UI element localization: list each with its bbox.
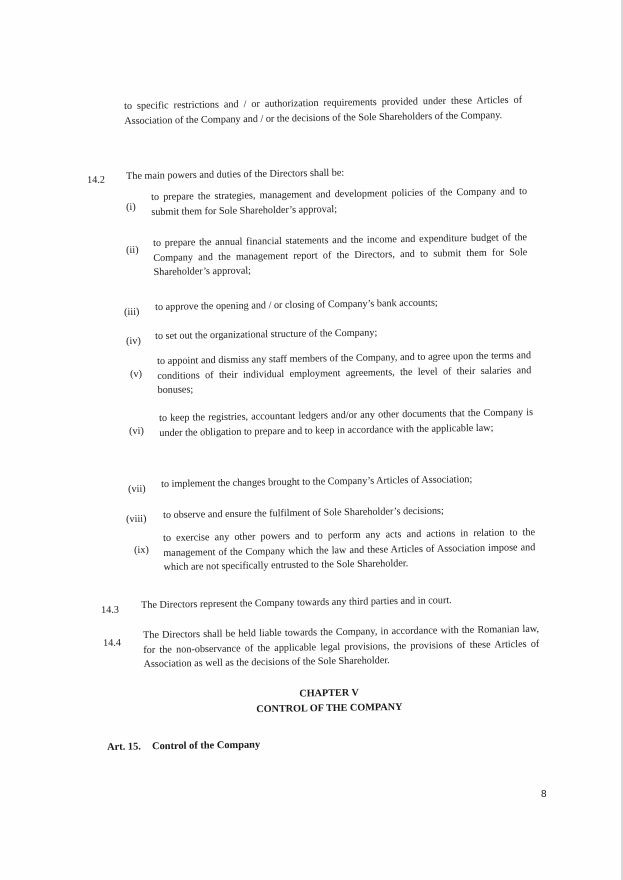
list-item-text: to observe and ensure the fulfilment of Sole Shareholder’s decisions;	[163, 505, 444, 521]
list-item-label: (i)	[126, 201, 136, 213]
page-number: 8	[541, 789, 547, 800]
article-label: Art. 15.	[107, 741, 141, 753]
list-item-label: (iii)	[124, 306, 140, 318]
section-14-3-text: The Directors represent the Company towards any third parties and in court.	[141, 595, 452, 611]
section-number-14-3: 14.3	[101, 604, 120, 616]
section-number-14-2: 14.2	[87, 174, 106, 186]
list-item-text: to keep the registries, accountant ledgers and/or any other documents that the Company is under the obligation to prepare and to keep in accordance with the applicable law;	[159, 407, 534, 439]
section-14-4-text: The Directors shall be held liable towards the Company, in accordance with the Romanian law, for the non-observance of the applicable legal provisions, the provisions of these Articles of Association as well as the decisions of the Sole Shareholder.	[143, 623, 540, 670]
list-item-text: to implement the changes brought to the Company’s Articles of Association;	[161, 474, 473, 490]
chapter-heading	[234, 685, 424, 718]
list-item-text: to appoint and dismiss any staff members of the Company, and to agree upon the terms and conditions of their individual employment agreements, the level of their salaries and bonuses;	[157, 350, 532, 396]
list-item-label: (ix)	[134, 544, 149, 556]
chapter-title: CONTROL OF THE COMPANY	[256, 701, 403, 716]
list-item-label: (viii)	[126, 513, 147, 525]
section-14-2-text: The main powers and duties of the Directors shall be:	[126, 167, 345, 182]
section-number-14-4: 14.4	[103, 637, 122, 649]
list-item-text: to prepare the strategies, management and development policies of the Company and to submit them for Sole Shareholder’s approval;	[151, 186, 528, 218]
list-item-label: (ii)	[126, 244, 139, 256]
list-item-label: (iv)	[126, 335, 141, 347]
list-item-text: to approve the opening and / or closing of Company’s bank accounts;	[155, 297, 438, 313]
article-heading	[107, 740, 260, 753]
list-item-text: to set out the organizational structure of the Company;	[155, 327, 378, 342]
chapter-number: CHAPTER V	[299, 687, 359, 700]
list-item-label: (vi)	[129, 425, 144, 437]
intro-paragraph: to specific restrictions and / or authorization requirements provided under these Articles of Association of the Company and / or the decisions of the Sole Shareholders of the Company.	[124, 94, 523, 127]
list-item-label: (v)	[130, 368, 143, 380]
list-item-label: (vii)	[128, 483, 146, 495]
article-title: Control of the Company	[151, 739, 261, 753]
list-item-text: to exercise any other powers and to perform any acts and actions in relation to the management of the Company which the law and these Articles of Association impose and which are not specifically entrusted to the Sole Shareholder.	[163, 527, 536, 573]
list-item-text: to prepare the annual financial statements and the income and expenditure budget of the Company and the management report of the Directors, and to submit them for Sole Shareholder’s approval;	[153, 232, 528, 278]
